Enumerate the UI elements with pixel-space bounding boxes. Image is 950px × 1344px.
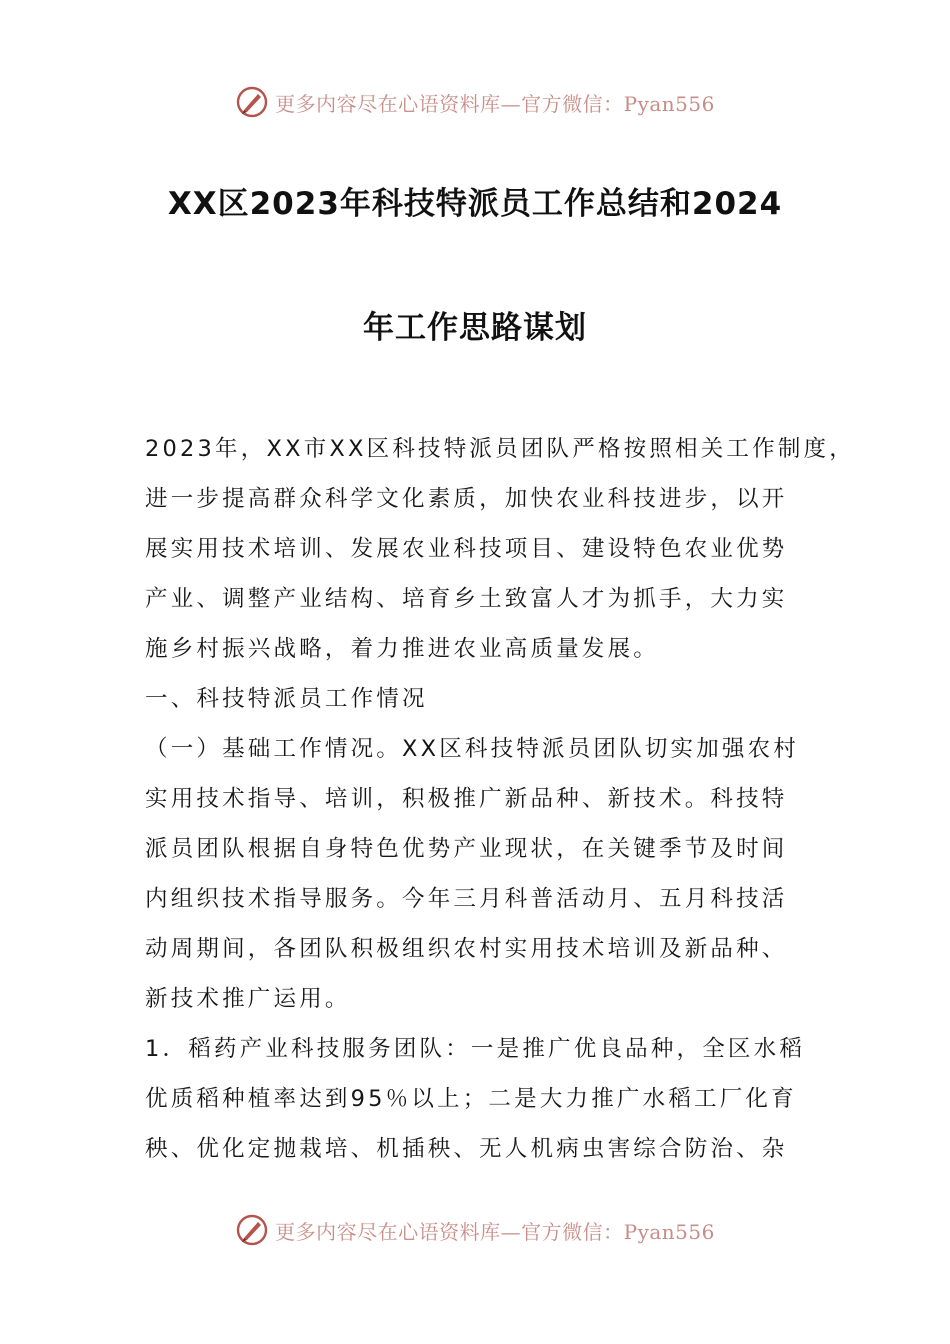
watermark-footer — [0, 1210, 950, 1250]
body-line: 展实用技术培训、发展农业科技项目、建设特色农业优势 — [145, 536, 788, 562]
body-line: （一）基础工作情况。XX区科技特派员团队切实加强农村 — [145, 736, 800, 762]
document-title-line-1: XX区2023年科技特派员工作总结和2024 — [167, 186, 783, 222]
pen-circle-logo-icon — [235, 1213, 269, 1247]
watermark-text: 更多内容尽在心语资料库—官方微信：Pyan556 — [275, 91, 715, 116]
body-line: 动周期间，各团队积极组织农村实用技术培训及新品种、 — [145, 936, 788, 962]
document-body — [145, 424, 855, 1174]
body-line: 施乡村振兴战略，着力推进农业高质量发展。 — [145, 636, 660, 662]
body-line: 内组织技术指导服务。今年三月科普活动月、五月科技活 — [145, 886, 788, 912]
body-line: 派员团队根据自身特色优势产业现状，在关键季节及时间 — [145, 836, 788, 862]
pen-circle-logo-icon — [235, 85, 269, 119]
body-line: 1．稻药产业科技服务团队：一是推广优良品种，全区水稻 — [145, 1036, 806, 1062]
section-heading: 一、科技特派员工作情况 — [145, 686, 428, 712]
body-line: 进一步提高群众科学文化素质，加快农业科技进步，以开 — [145, 486, 788, 512]
body-line: 新技术推广运用。 — [145, 986, 351, 1012]
body-line: 产业、调整产业结构、培育乡土致富人才为抓手，大力实 — [145, 586, 788, 612]
watermark-text: 更多内容尽在心语资料库—官方微信：Pyan556 — [275, 1219, 715, 1244]
body-line: 优质稻种植率达到95％以上；二是大力推广水稻工厂化育 — [145, 1086, 797, 1112]
watermark-header — [0, 82, 950, 122]
body-line: 2023年，XX市XX区科技特派员团队严格按照相关工作制度， — [145, 436, 855, 462]
document-title-line-2: 年工作思路谋划 — [363, 310, 587, 346]
body-line: 秧、优化定抛栽培、机插秧、无人机病虫害综合防治、杂 — [145, 1136, 788, 1162]
body-line: 实用技术指导、培训，积极推广新品种、新技术。科技特 — [145, 786, 788, 812]
